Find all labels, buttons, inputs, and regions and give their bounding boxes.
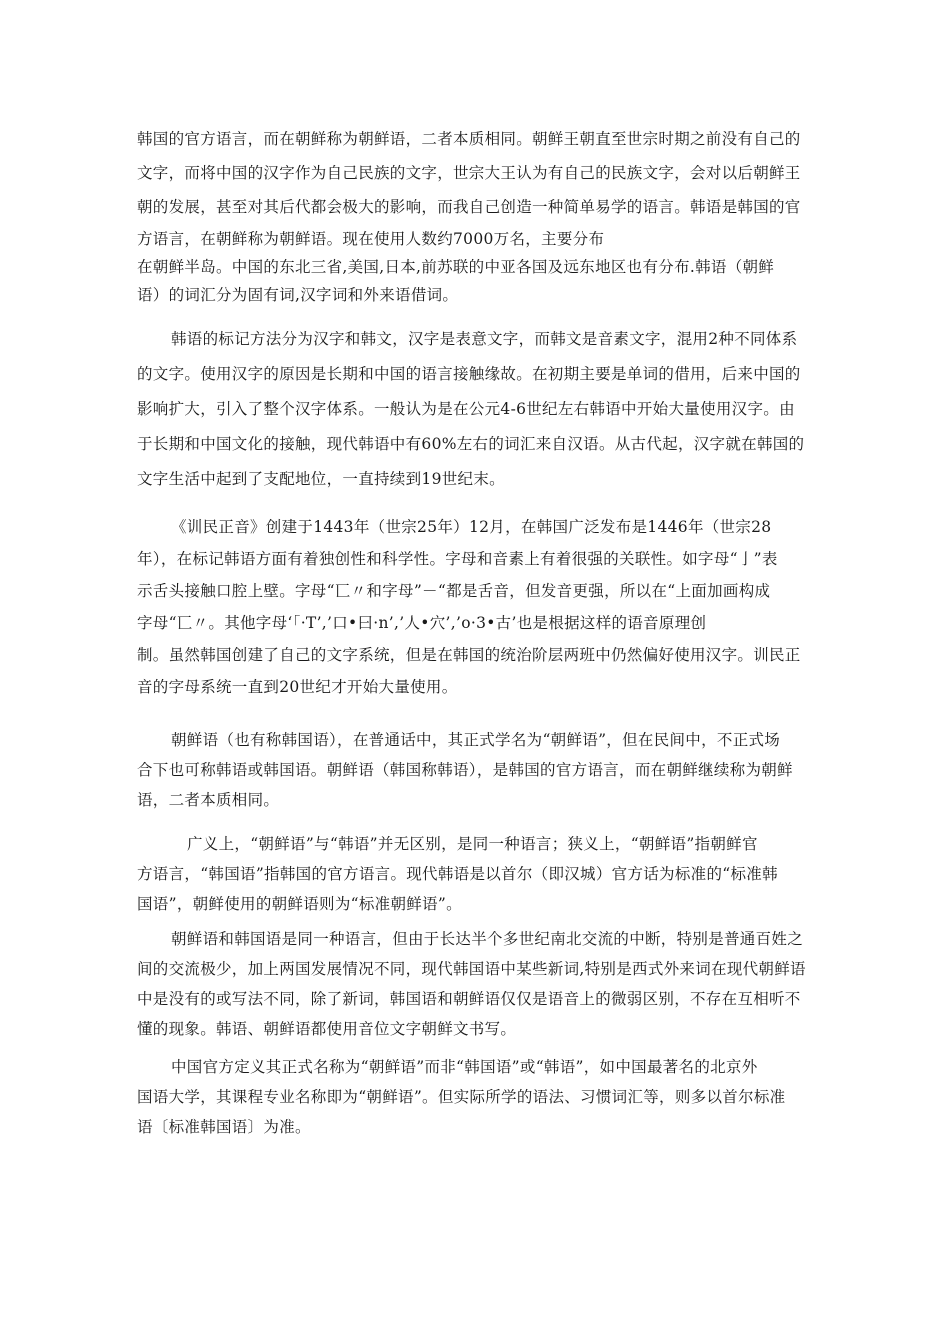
text-line: 间的交流极少，加上两国发展情况不同，现代韩国语中某些新词,特别是西式外来词在现代朝鲜语 [137, 960, 806, 978]
text-line: 于长期和中国文化的接触，现代韩语中有60%左右的词汇来自汉语。从古代起，汉字就在韩国的 [137, 435, 805, 453]
text-line: 方语言，在朝鲜称为朝鲜语。现在使用人数约7000万名，主要分布 [137, 230, 605, 248]
text-line: 语）的词汇分为固有词,汉字词和外来语借词。 [137, 286, 459, 304]
paragraph-same-language [137, 924, 815, 1044]
text-line: 文字生活中起到了支配地位，一直持续到19世纪末。 [137, 470, 505, 488]
text-line: 中国官方定义其正式名称为“朝鲜语”而非“韩国语”或“韩语”，如中国最著名的北京外 [171, 1058, 758, 1076]
paragraph-korean-official-language [137, 122, 815, 310]
text-line: 的文字。使用汉字的原因是长期和中国的语言接触缘故。在初期主要是单词的借用，后来中国的 [137, 365, 801, 383]
text-line: 语，二者本质相同。 [137, 791, 280, 809]
text-line: 韩语的标记方法分为汉字和韩文，汉字是表意文字，而韩文是音素文字，混用2种不同体系 [171, 330, 798, 348]
text-line: 制。虽然韩国创建了自己的文字系统，但是在韩国的统治阶层两班中仍然偏好使用汉字。训民正 [137, 646, 801, 664]
text-line: 语〔标准韩国语〕为准。 [137, 1118, 311, 1136]
text-line: 朝鲜语（也有称韩国语），在普通话中，其正式学名为“朝鲜语”，但在民间中，不正式场 [171, 731, 781, 749]
paragraph-notation-methods [137, 322, 815, 497]
text-line: 国语”，朝鲜使用的朝鲜语则为“标准朝鲜语”。 [137, 895, 462, 913]
text-line: 文字，而将中国的汉字作为自己民族的文字，世宗大王认为有自己的民族文字，会对以后朝鲜王 [137, 164, 801, 182]
paragraph-hunminjeongeum [137, 511, 815, 703]
text-line: 音的字母系统一直到20世纪才开始大量使用。 [137, 678, 458, 696]
text-line: 国语大学，其课程专业名称即为“朝鲜语”。但实际所学的语法、习惯词汇等，则多以首尔标准 [137, 1088, 786, 1106]
text-line: 在朝鲜半岛。中国的东北三省,美国,日本,前苏联的中亚各国及远东地区也有分布.韩语（朝鲜 [137, 258, 775, 276]
text-line: 示舌头接触口腔上壁。字母“匸〃和字母”－“都是舌音，但发音更强，所以在“上面加画构成 [137, 582, 771, 600]
text-line: 朝鲜语和韩国语是同一种语言，但由于长达半个多世纪南北交流的中断，特别是普通百姓之 [171, 930, 804, 948]
text-line: 影响扩大，引入了整个汉字体系。一般认为是在公元4-6世纪左右韩语中开始大量使用汉字。由 [137, 400, 795, 418]
text-line: 字母“匸〃。其他字母‘「·T’,’口•曰·n’,’人•穴’,’o·3•古’也是根据这样的语音原理创 [137, 614, 707, 632]
text-line: 合下也可称韩语或韩国语。朝鲜语（韩国称韩语），是韩国的官方语言，而在朝鲜继续称为朝鲜 [137, 761, 793, 779]
text-line: 中是没有的或写法不同，除了新词，韩国语和朝鲜语仅仅是语音上的微弱区别，不存在互相听不 [137, 990, 801, 1008]
text-line: 广义上，“朝鲜语”与“韩语”并无区别，是同一种语言；狭义上，“朝鲜语”指朝鲜官 [187, 835, 758, 853]
text-line: 年），在标记韩语方面有着独创性和科学性。字母和音素上有着很强的关联性。如字母“亅”表 [137, 550, 778, 568]
paragraph-official-definition [137, 1052, 815, 1142]
document-body [137, 122, 815, 1142]
text-line: 方语言，“韩国语”指韩国的官方语言。现代韩语是以首尔（即汉城）官方话为标准的“标准韩 [137, 865, 778, 883]
text-line: 韩国的官方语言，而在朝鲜称为朝鲜语，二者本质相同。朝鲜王朝直至世宗时期之前没有自己的 [137, 130, 801, 148]
paragraph-broad-narrow-sense [137, 829, 815, 919]
paragraph-korean-name [137, 725, 815, 815]
text-line: 朝的发展，甚至对其后代都会极大的影响，而我自己创造一种简单易学的语言。韩语是韩国的官 [137, 198, 801, 216]
text-line: 《训民正音》创建于1443年（世宗25年）12月，在韩国广泛发布是1446年（世宗28 [171, 518, 772, 536]
text-line: 懂的现象。韩语、朝鲜语都使用音位文字朝鲜文书写。 [137, 1020, 517, 1038]
